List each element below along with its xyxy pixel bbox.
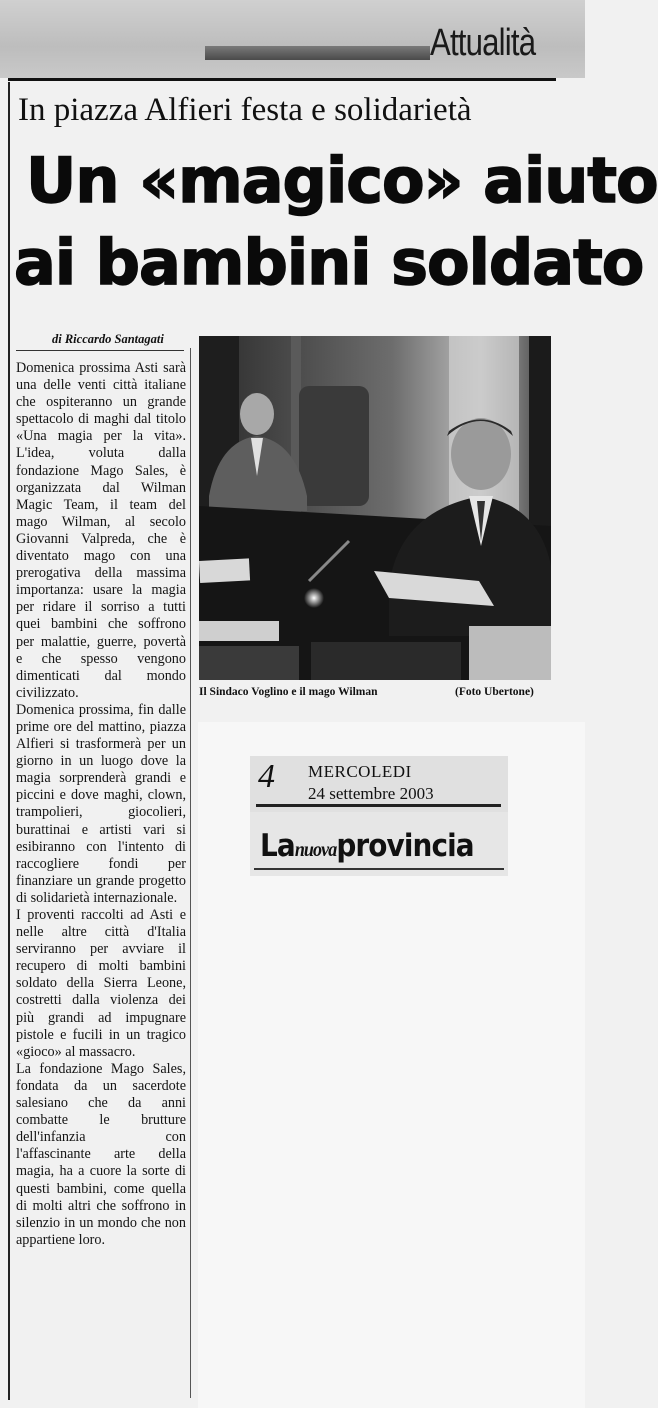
newspaper-masthead [250, 756, 508, 876]
issue-date: 24 settembre 2003 [308, 784, 434, 803]
article-photo [199, 336, 551, 680]
article-paragraph: Domenica prossima, fin dalle prime ore del mattino, piazza Alfieri si trasformerà per un giorno in un luogo dove la magia sorprenderà grandi e piccini e dove maghi, clown, trampolieri, giocolieri, burattinai e artisti vari si esibiranno con l'intento di raccogliere fondi per finanziare un grande progetto di solidarietà internazionale. [16, 701, 186, 906]
newspaper-logo [260, 828, 474, 864]
logo-prefix: La [260, 828, 295, 864]
photo-credit: (Foto Ubertone) [455, 686, 534, 698]
left-border-rule [8, 82, 10, 1400]
main-headline-line-1: Un «magico» aiuto [26, 144, 658, 217]
column-rule [190, 348, 191, 1398]
section-name: Attualità [430, 22, 536, 64]
photo-caption: Il Sindaco Voglino e il mago Wilman [199, 686, 378, 698]
article-paragraph: I proventi raccolti ad Asti e nelle altre città d'Italia serviranno per avviare il recupero di molti bambini soldato della Sierra Leone, costretti dalla violenza dei più grandi ad impugnare pistole e fucili in un tragico «gioco» al massacro. [16, 907, 186, 1060]
masthead-rule [256, 804, 501, 807]
header-rule [8, 78, 556, 81]
page-number: 4 [258, 758, 275, 795]
article-paragraph: Domenica prossima Asti sarà una delle venti città italiane che ospiteranno un grande spettacolo di maghi dal titolo «Una magia per la vita». L'idea, voluta dalla fondazione Mago Sales, è organizzata dal Wilman Magic Team, il team del mago Wilman, al secolo Giovanni Valpreda, che è diventato mago con una prerogativa della massima importanza: usare la magia per ridare il sorriso a tutti quei bambini che soffrono per malattie, guerre, povertà e che spesso vengono dimenticati dal mondo civilizzato. [16, 360, 186, 701]
main-headline-line-2: ai bambini soldato [14, 226, 644, 299]
photo-illustration [199, 336, 551, 680]
section-header [0, 0, 585, 78]
kicker-headline: In piazza Alfieri festa e solidarietà [18, 92, 472, 128]
logo-middle: nuova [294, 839, 337, 861]
logo-main: provincia [336, 828, 474, 864]
article-body [16, 360, 186, 1249]
masthead-bottom-rule [254, 868, 504, 870]
section-header-bar [205, 46, 430, 60]
article-paragraph: La fondazione Mago Sales, fondata da un sacerdote salesiano che da anni combatte le brutture dell'infanzia con l'affascinante arte della magia, ha a cuore la sorte di questi bambini, come quella di molti altri che soffrono in silenzio in un mondo che non appartiene loro. [16, 1060, 186, 1248]
weekday: MERCOLEDI [308, 762, 412, 781]
byline-rule [16, 350, 184, 351]
byline: di Riccardo Santagati [52, 332, 164, 346]
